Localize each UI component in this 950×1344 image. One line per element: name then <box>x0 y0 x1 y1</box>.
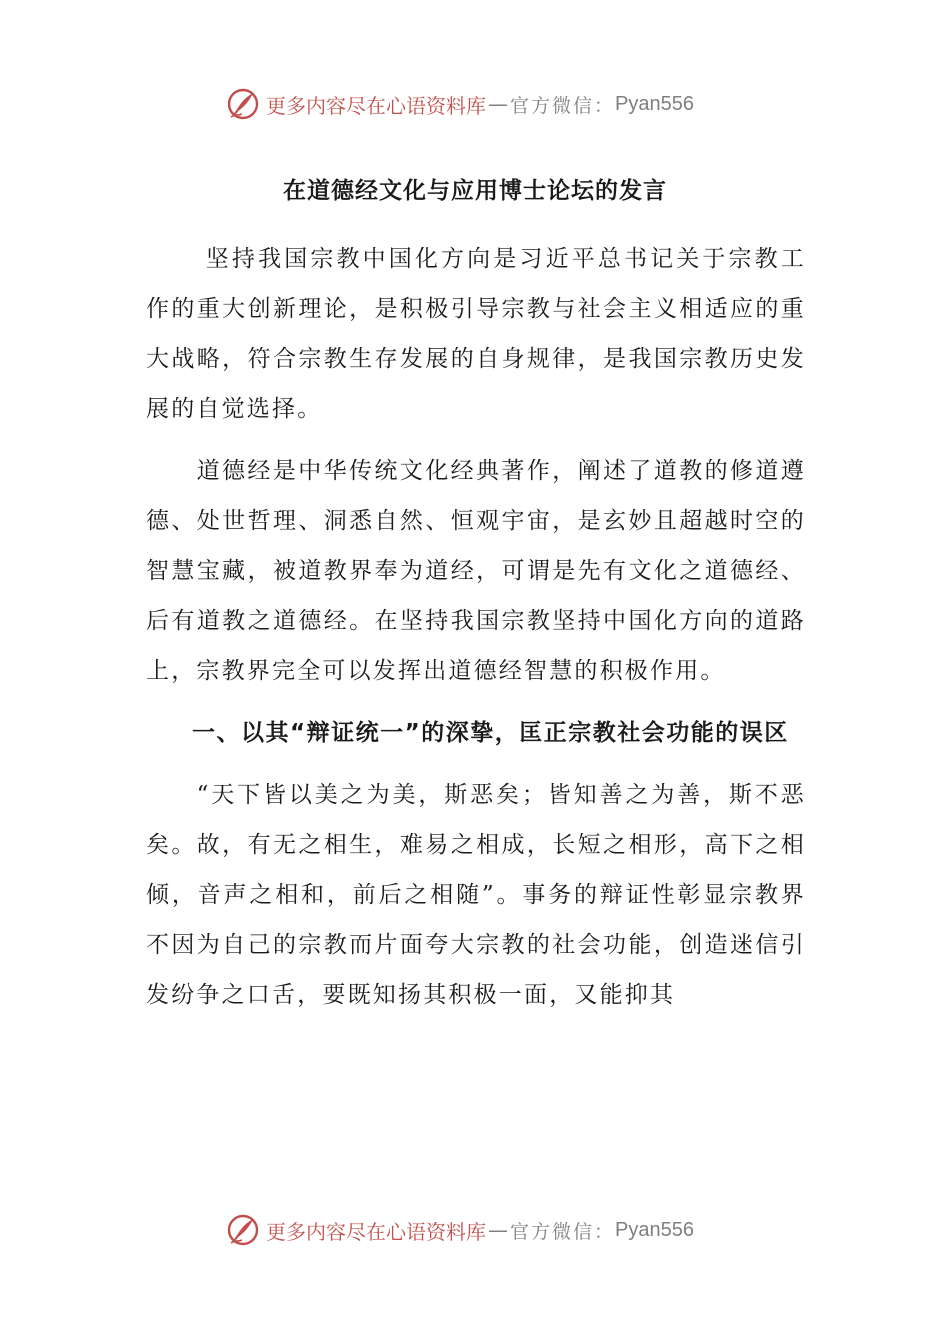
document-title: 在道德经文化与应用博士论坛的发言 <box>283 178 667 204</box>
watermark-id: Pyan556 <box>615 1218 694 1241</box>
section-heading-1: 一、以其“辩证统一”的深挚，匡正宗教社会功能的误区 <box>192 720 789 746</box>
watermark-id: Pyan556 <box>615 92 694 115</box>
watermark-text: 更多内容尽在心语资料库 <box>266 1219 486 1244</box>
watermark-text: 更多内容尽在心语资料库 <box>266 93 486 118</box>
paragraph-1: 坚持我国宗教中国化方向是习近平总书记关于宗教工作的重大创新理论，是积极引导宗教与社会主义相适应的重大战略，符合宗教生存发展的自身规律，是我国宗教历史发展的自觉选择。 <box>146 246 806 422</box>
quill-pen-logo-icon <box>226 1213 260 1247</box>
document-body <box>146 234 806 1020</box>
paragraph-2: 道德经是中华传统文化经典著作，阐述了道教的修道遵德、处世哲理、洞悉自然、恒观宇宙，是玄妙且超越时空的智慧宝藏，被道教界奉为道经，可谓是先有文化之道德经、后有道教之道德经。在坚持我国宗教坚持中国化方向的道路上，宗教界完全可以发挥出道德经智慧的积极作用。 <box>146 458 806 684</box>
watermark-separator: — <box>488 1218 508 1242</box>
watermark-label: 官方微信： <box>510 1220 616 1243</box>
watermark-label: 官方微信： <box>510 94 616 117</box>
watermark-header <box>226 82 694 126</box>
paragraph-3: “天下皆以美之为美，斯恶矣；皆知善之为善，斯不恶矣。故，有无之相生，难易之相成，长短之相形，高下之相倾，音声之相和，前后之相随”。事务的辩证性彰显宗教界不因为自己的宗教而片面夸大宗教的社会功能，创造迷信引发纷争之口舌，要既知扬其积极一面，又能抑其 <box>146 782 806 1008</box>
quill-pen-logo-icon <box>226 87 260 121</box>
watermark-footer <box>226 1208 694 1252</box>
watermark-separator: — <box>488 92 508 116</box>
